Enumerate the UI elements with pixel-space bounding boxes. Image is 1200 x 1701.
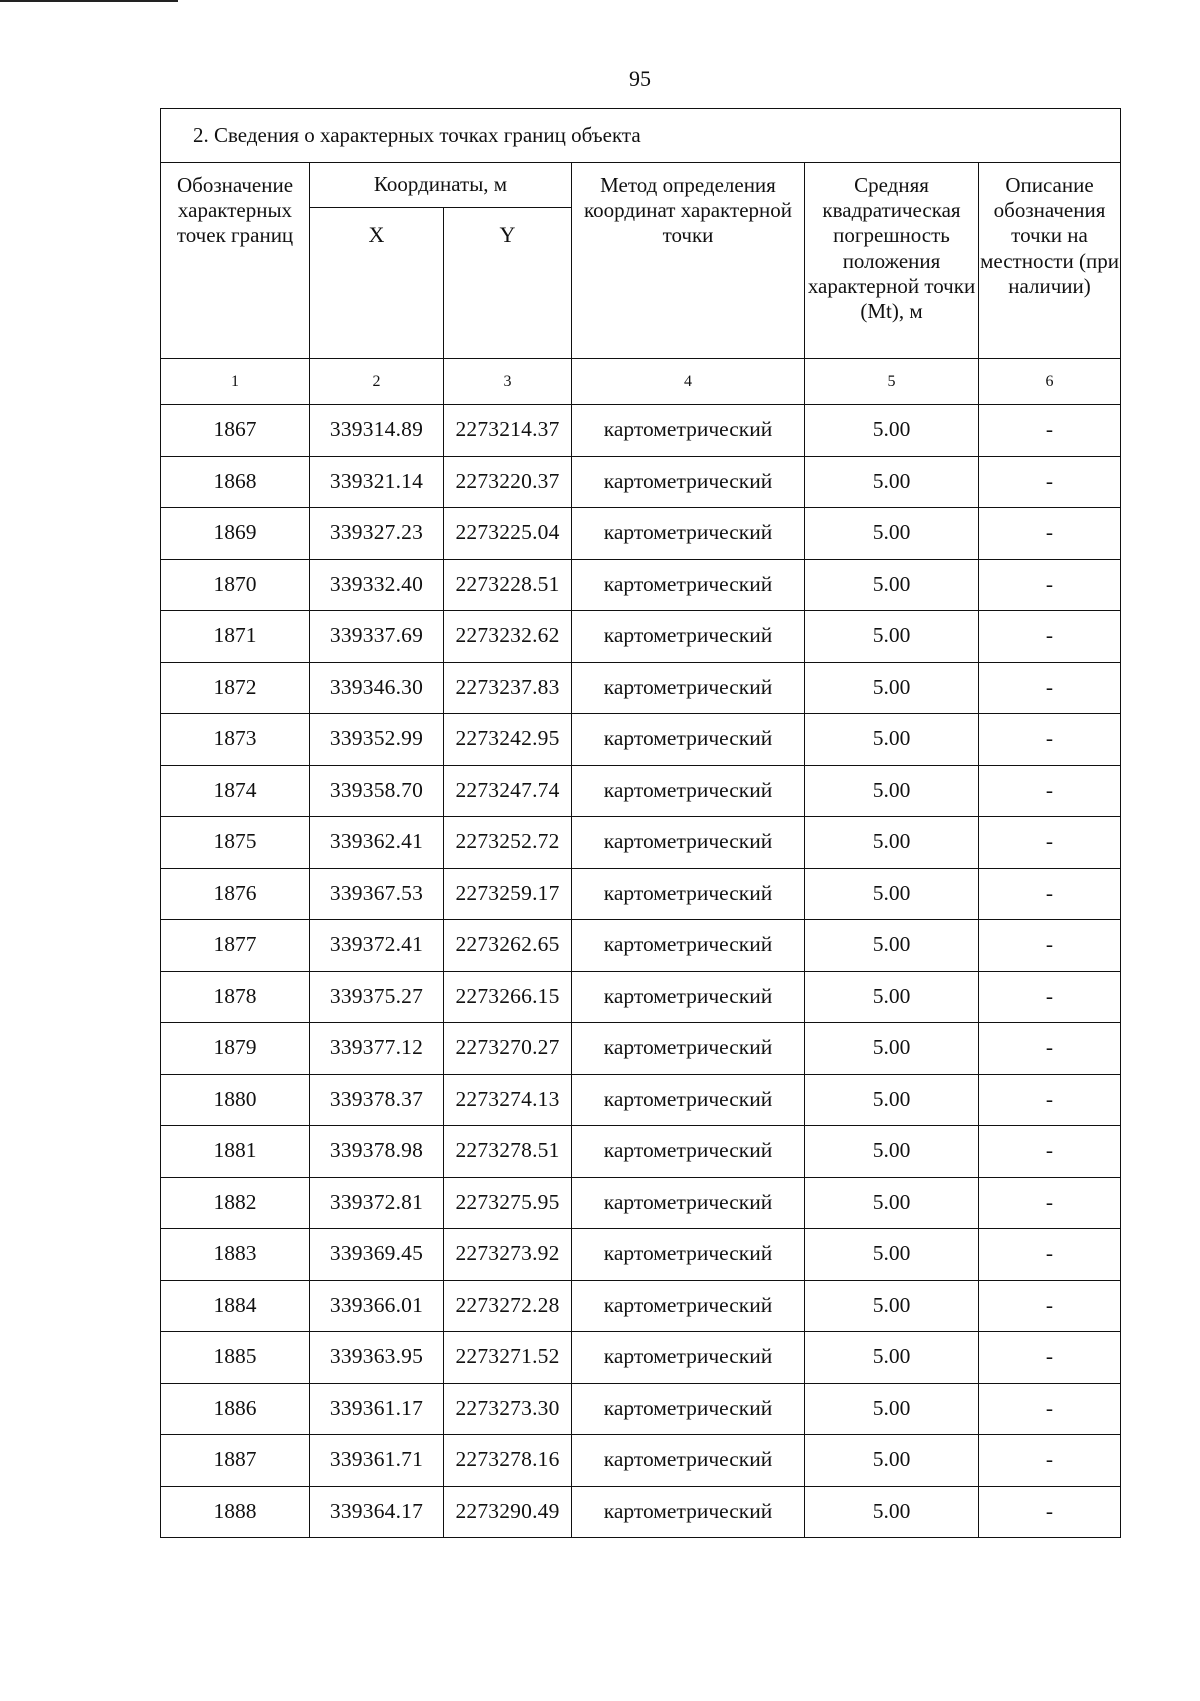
method-cell: картометрический (572, 1383, 805, 1435)
point-id-cell: 1877 (161, 920, 310, 972)
header-y: Y (444, 208, 572, 359)
table-row (161, 1023, 1121, 1075)
method-cell: картометрический (572, 971, 805, 1023)
column-number: 3 (444, 359, 572, 405)
description-cell: - (979, 1383, 1121, 1435)
coord-y-cell: 2273262.65 (444, 920, 572, 972)
description-cell: - (979, 1332, 1121, 1384)
header-description: Описание обозначения точки на местности (при наличии) (979, 163, 1121, 359)
point-id-cell: 1874 (161, 765, 310, 817)
error-cell: 5.00 (805, 1023, 979, 1075)
error-cell: 5.00 (805, 1177, 979, 1229)
description-cell: - (979, 456, 1121, 508)
error-cell: 5.00 (805, 662, 979, 714)
error-cell: 5.00 (805, 559, 979, 611)
method-cell: картометрический (572, 508, 805, 560)
coord-y-cell: 2273247.74 (444, 765, 572, 817)
description-cell: - (979, 1229, 1121, 1281)
coord-y-cell: 2273242.95 (444, 714, 572, 766)
column-number: 4 (572, 359, 805, 405)
method-cell: картометрический (572, 456, 805, 508)
table-row (161, 714, 1121, 766)
description-cell: - (979, 611, 1121, 663)
method-cell: картометрический (572, 1486, 805, 1538)
description-cell: - (979, 1435, 1121, 1487)
error-cell: 5.00 (805, 405, 979, 457)
table-row (161, 1126, 1121, 1178)
table-row (161, 456, 1121, 508)
method-cell: картометрический (572, 1126, 805, 1178)
coord-y-cell: 2273225.04 (444, 508, 572, 560)
table-row (161, 405, 1121, 457)
point-id-cell: 1888 (161, 1486, 310, 1538)
error-cell: 5.00 (805, 817, 979, 869)
page-number: 95 (629, 66, 651, 91)
method-cell: картометрический (572, 611, 805, 663)
description-cell: - (979, 508, 1121, 560)
point-id-cell: 1884 (161, 1280, 310, 1332)
method-cell: картометрический (572, 714, 805, 766)
error-cell: 5.00 (805, 920, 979, 972)
coord-y-cell: 2273214.37 (444, 405, 572, 457)
table-row (161, 1435, 1121, 1487)
coord-y-cell: 2273270.27 (444, 1023, 572, 1075)
error-cell: 5.00 (805, 456, 979, 508)
column-number: 2 (310, 359, 444, 405)
coord-x-cell: 339363.95 (310, 1332, 444, 1384)
coord-x-cell: 339367.53 (310, 868, 444, 920)
method-cell: картометрический (572, 1280, 805, 1332)
coord-x-cell: 339362.41 (310, 817, 444, 869)
section-title: 2. Сведения о характерных точках границ объекта (161, 109, 1121, 163)
table-row (161, 559, 1121, 611)
coord-y-cell: 2273237.83 (444, 662, 572, 714)
point-id-cell: 1875 (161, 817, 310, 869)
description-cell: - (979, 868, 1121, 920)
coord-y-cell: 2273272.28 (444, 1280, 572, 1332)
point-id-cell: 1879 (161, 1023, 310, 1075)
error-cell: 5.00 (805, 765, 979, 817)
description-cell: - (979, 405, 1121, 457)
coord-x-cell: 339321.14 (310, 456, 444, 508)
coord-y-cell: 2273274.13 (444, 1074, 572, 1126)
description-cell: - (979, 714, 1121, 766)
table-row (161, 1074, 1121, 1126)
coord-y-cell: 2273275.95 (444, 1177, 572, 1229)
coord-y-cell: 2273232.62 (444, 611, 572, 663)
coord-y-cell: 2273228.51 (444, 559, 572, 611)
method-cell: картометрический (572, 1023, 805, 1075)
table-body (161, 109, 1121, 1538)
coord-x-cell: 339366.01 (310, 1280, 444, 1332)
coord-x-cell: 339372.81 (310, 1177, 444, 1229)
description-cell: - (979, 662, 1121, 714)
method-cell: картометрический (572, 920, 805, 972)
table-row (161, 1383, 1121, 1435)
section-title-row (161, 109, 1121, 163)
table-row (161, 1486, 1121, 1538)
point-id-cell: 1876 (161, 868, 310, 920)
header-designation: Обозначение характерных точек границ (161, 163, 310, 359)
table-row (161, 765, 1121, 817)
coord-y-cell: 2273273.30 (444, 1383, 572, 1435)
coord-y-cell: 2273278.16 (444, 1435, 572, 1487)
boundary-points-table (160, 108, 1121, 1538)
coord-x-cell: 339358.70 (310, 765, 444, 817)
error-cell: 5.00 (805, 1229, 979, 1281)
error-cell: 5.00 (805, 611, 979, 663)
coord-x-cell: 339327.23 (310, 508, 444, 560)
table-row (161, 868, 1121, 920)
point-id-cell: 1870 (161, 559, 310, 611)
error-cell: 5.00 (805, 1383, 979, 1435)
description-cell: - (979, 1177, 1121, 1229)
point-id-cell: 1883 (161, 1229, 310, 1281)
method-cell: картометрический (572, 1435, 805, 1487)
point-id-cell: 1869 (161, 508, 310, 560)
coord-x-cell: 339361.17 (310, 1383, 444, 1435)
method-cell: картометрический (572, 1332, 805, 1384)
coord-y-cell: 2273278.51 (444, 1126, 572, 1178)
description-cell: - (979, 817, 1121, 869)
header-error: Средняя квадратическая погрешность положения характерной точки (Mt), м (805, 163, 979, 359)
description-cell: - (979, 920, 1121, 972)
coord-y-cell: 2273290.49 (444, 1486, 572, 1538)
table-row (161, 1280, 1121, 1332)
coord-x-cell: 339314.89 (310, 405, 444, 457)
description-cell: - (979, 1074, 1121, 1126)
coord-x-cell: 339337.69 (310, 611, 444, 663)
coord-y-cell: 2273220.37 (444, 456, 572, 508)
coord-x-cell: 339352.99 (310, 714, 444, 766)
error-cell: 5.00 (805, 508, 979, 560)
column-number: 5 (805, 359, 979, 405)
error-cell: 5.00 (805, 714, 979, 766)
error-cell: 5.00 (805, 971, 979, 1023)
method-cell: картометрический (572, 405, 805, 457)
point-id-cell: 1886 (161, 1383, 310, 1435)
coord-y-cell: 2273266.15 (444, 971, 572, 1023)
point-id-cell: 1872 (161, 662, 310, 714)
coord-x-cell: 339378.98 (310, 1126, 444, 1178)
point-id-cell: 1882 (161, 1177, 310, 1229)
method-cell: картометрический (572, 1229, 805, 1281)
method-cell: картометрический (572, 1074, 805, 1126)
table-row (161, 971, 1121, 1023)
coord-y-cell: 2273252.72 (444, 817, 572, 869)
error-cell: 5.00 (805, 1280, 979, 1332)
point-id-cell: 1881 (161, 1126, 310, 1178)
coord-x-cell: 339361.71 (310, 1435, 444, 1487)
column-number-row (161, 359, 1121, 405)
error-cell: 5.00 (805, 1486, 979, 1538)
header-coordinates: Координаты, м (310, 163, 572, 208)
table-row (161, 508, 1121, 560)
coord-y-cell: 2273273.92 (444, 1229, 572, 1281)
point-id-cell: 1885 (161, 1332, 310, 1384)
coord-x-cell: 339377.12 (310, 1023, 444, 1075)
top-edge-rule (0, 0, 178, 2)
header-row-primary (161, 163, 1121, 208)
coord-x-cell: 339372.41 (310, 920, 444, 972)
error-cell: 5.00 (805, 1074, 979, 1126)
description-cell: - (979, 1280, 1121, 1332)
method-cell: картометрический (572, 765, 805, 817)
method-cell: картометрический (572, 662, 805, 714)
table-row (161, 1177, 1121, 1229)
method-cell: картометрический (572, 868, 805, 920)
point-id-cell: 1878 (161, 971, 310, 1023)
description-cell: - (979, 559, 1121, 611)
point-id-cell: 1868 (161, 456, 310, 508)
table-row (161, 920, 1121, 972)
method-cell: картометрический (572, 559, 805, 611)
point-id-cell: 1880 (161, 1074, 310, 1126)
header-method: Метод определения координат характерной точки (572, 163, 805, 359)
description-cell: - (979, 971, 1121, 1023)
error-cell: 5.00 (805, 1435, 979, 1487)
coord-x-cell: 339369.45 (310, 1229, 444, 1281)
coord-y-cell: 2273271.52 (444, 1332, 572, 1384)
description-cell: - (979, 1023, 1121, 1075)
point-id-cell: 1887 (161, 1435, 310, 1487)
header-x: X (310, 208, 444, 359)
table-row (161, 611, 1121, 663)
column-number: 6 (979, 359, 1121, 405)
description-cell: - (979, 1486, 1121, 1538)
point-id-cell: 1871 (161, 611, 310, 663)
error-cell: 5.00 (805, 1126, 979, 1178)
method-cell: картометрический (572, 1177, 805, 1229)
error-cell: 5.00 (805, 1332, 979, 1384)
description-cell: - (979, 765, 1121, 817)
coord-x-cell: 339332.40 (310, 559, 444, 611)
point-id-cell: 1873 (161, 714, 310, 766)
coord-y-cell: 2273259.17 (444, 868, 572, 920)
coord-x-cell: 339378.37 (310, 1074, 444, 1126)
coord-x-cell: 339364.17 (310, 1486, 444, 1538)
method-cell: картометрический (572, 817, 805, 869)
point-id-cell: 1867 (161, 405, 310, 457)
table-row (161, 1229, 1121, 1281)
coord-x-cell: 339346.30 (310, 662, 444, 714)
error-cell: 5.00 (805, 868, 979, 920)
table-row (161, 662, 1121, 714)
table-row (161, 817, 1121, 869)
description-cell: - (979, 1126, 1121, 1178)
table-row (161, 1332, 1121, 1384)
column-number: 1 (161, 359, 310, 405)
coord-x-cell: 339375.27 (310, 971, 444, 1023)
